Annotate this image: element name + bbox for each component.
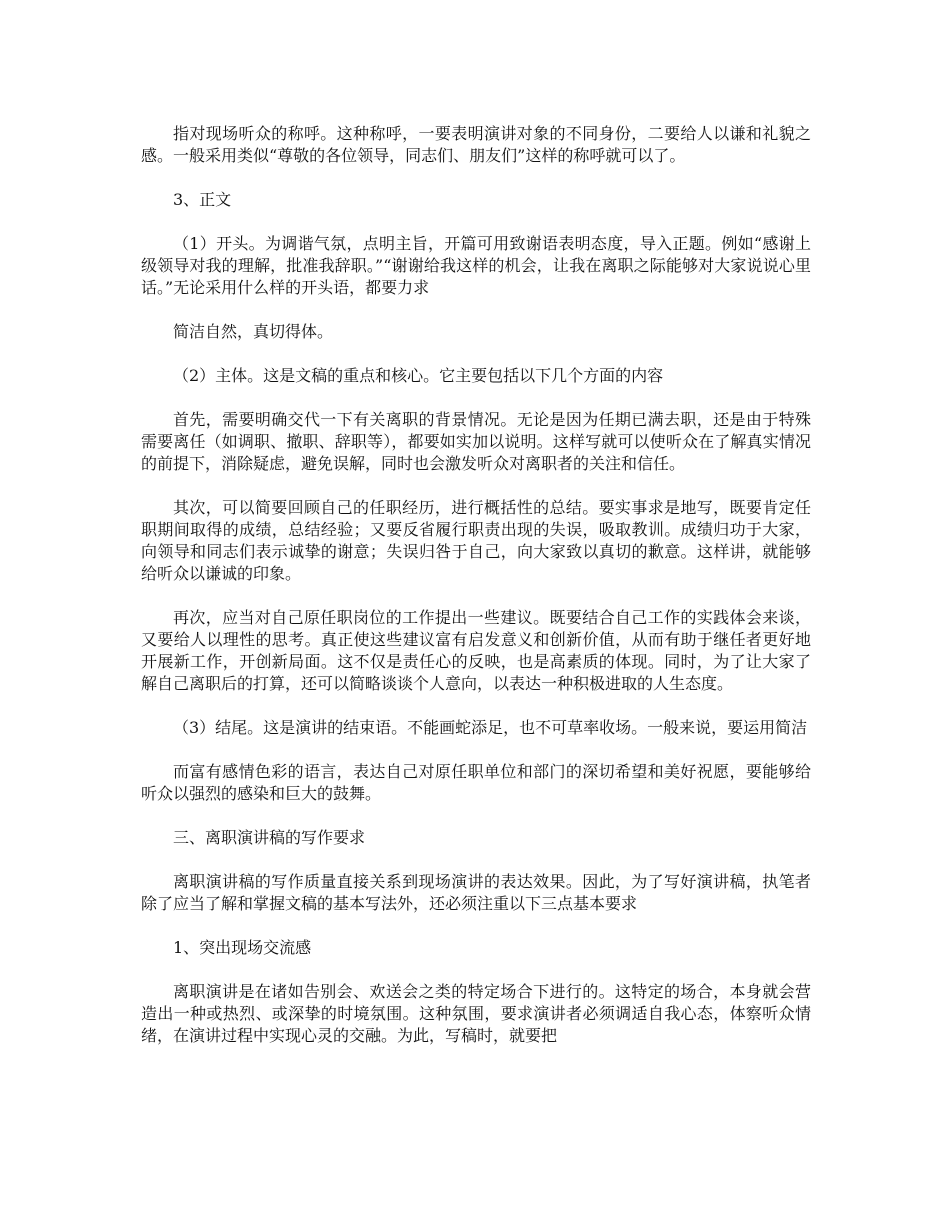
- paragraph-live-communication: 离职演讲是在诸如告别会、欢送会之类的特定场合下进行的。这特定的场合，本身就会营造出一种或热烈、或深挚的时境氛围。这种氛围，要求演讲者必须调适自我心态，体察听众情绪，在演讲过程中实现心灵的交融。为此，写稿时，就要把: [141, 982, 811, 1045]
- heading-live-communication: 1、突出现场交流感: [173, 938, 312, 957]
- paragraph-requirements-intro: 离职演讲稿的写作质量直接关系到现场演讲的表达效果。因此，为了写好演讲稿，执笔者除了应当了解和掌握文稿的基本写法外，还必须注重以下三点基本要求: [141, 872, 811, 913]
- document-page: [141, 123, 811, 1069]
- paragraph-opening: （1）开头。为调谐气氛，点明主旨，开篇可用致谢语表明态度，导入正题。例如“感谢上级领导对我的理解，批准我辞职。”“谢谢给我这样的机会，让我在离职之际能够对大家说说心里话。”无论采用什么样的开头语，都要力求: [141, 234, 811, 297]
- paragraph-ending: （3）结尾。这是演讲的结束语。不能画蛇添足，也不可草率收场。一般来说，要运用简洁: [173, 718, 808, 737]
- paragraph-first: 首先，需要明确交代一下有关离职的背景情况。无论是因为任期已满去职，还是由于特殊需要离任（如调职、撤职、辞职等），都要如实加以说明。这样写就可以使听众在了解真实情况的前提下，消除疑虑，避免误解，同时也会激发听众对离职者的关注和信任。: [141, 410, 811, 473]
- heading-body-section: 3、正文: [173, 190, 232, 209]
- paragraph-opening-continued: 简洁自然，真切得体。: [173, 322, 334, 341]
- paragraph-salutation: 指对现场听众的称呼。这种称呼，一要表明演讲对象的不同身份，二要给人以谦和礼貌之感。一般采用类似“尊敬的各位领导，同志们、朋友们”这样的称呼就可以了。: [141, 124, 811, 165]
- heading-writing-requirements: 三、离职演讲稿的写作要求: [173, 828, 366, 847]
- paragraph-second: 其次，可以简要回顾自己的任职经历，进行概括性的总结。要实事求是地写，既要肯定任职期间取得的成绩，总结经验；又要反省履行职责出现的失误，吸取教训。成绩归功于大家，向领导和同志们表示诚挚的谢意；失误归咎于自己，向大家致以真切的歉意。这样讲，就能够给听众以谦诚的印象。: [141, 498, 811, 583]
- paragraph-main-body: （2）主体。这是文稿的重点和核心。它主要包括以下几个方面的内容: [173, 366, 664, 385]
- paragraph-ending-continued: 而富有感情色彩的语言，表达自己对原任职单位和部门的深切希望和美好祝愿，要能够给听众以强烈的感染和巨大的鼓舞。: [141, 762, 811, 803]
- paragraph-third: 再次，应当对自己原任职岗位的工作提出一些建议。既要结合自己工作的实践体会来谈，又要给人以理性的思考。真正使这些建议富有启发意义和创新价值，从而有助于继任者更好地开展新工作，开创新局面。这不仅是责任心的反映，也是高素质的体现。同时，为了让大家了解自己离职后的打算，还可以简略谈谈个人意向，以表达一种积极进取的人生态度。: [141, 608, 811, 693]
